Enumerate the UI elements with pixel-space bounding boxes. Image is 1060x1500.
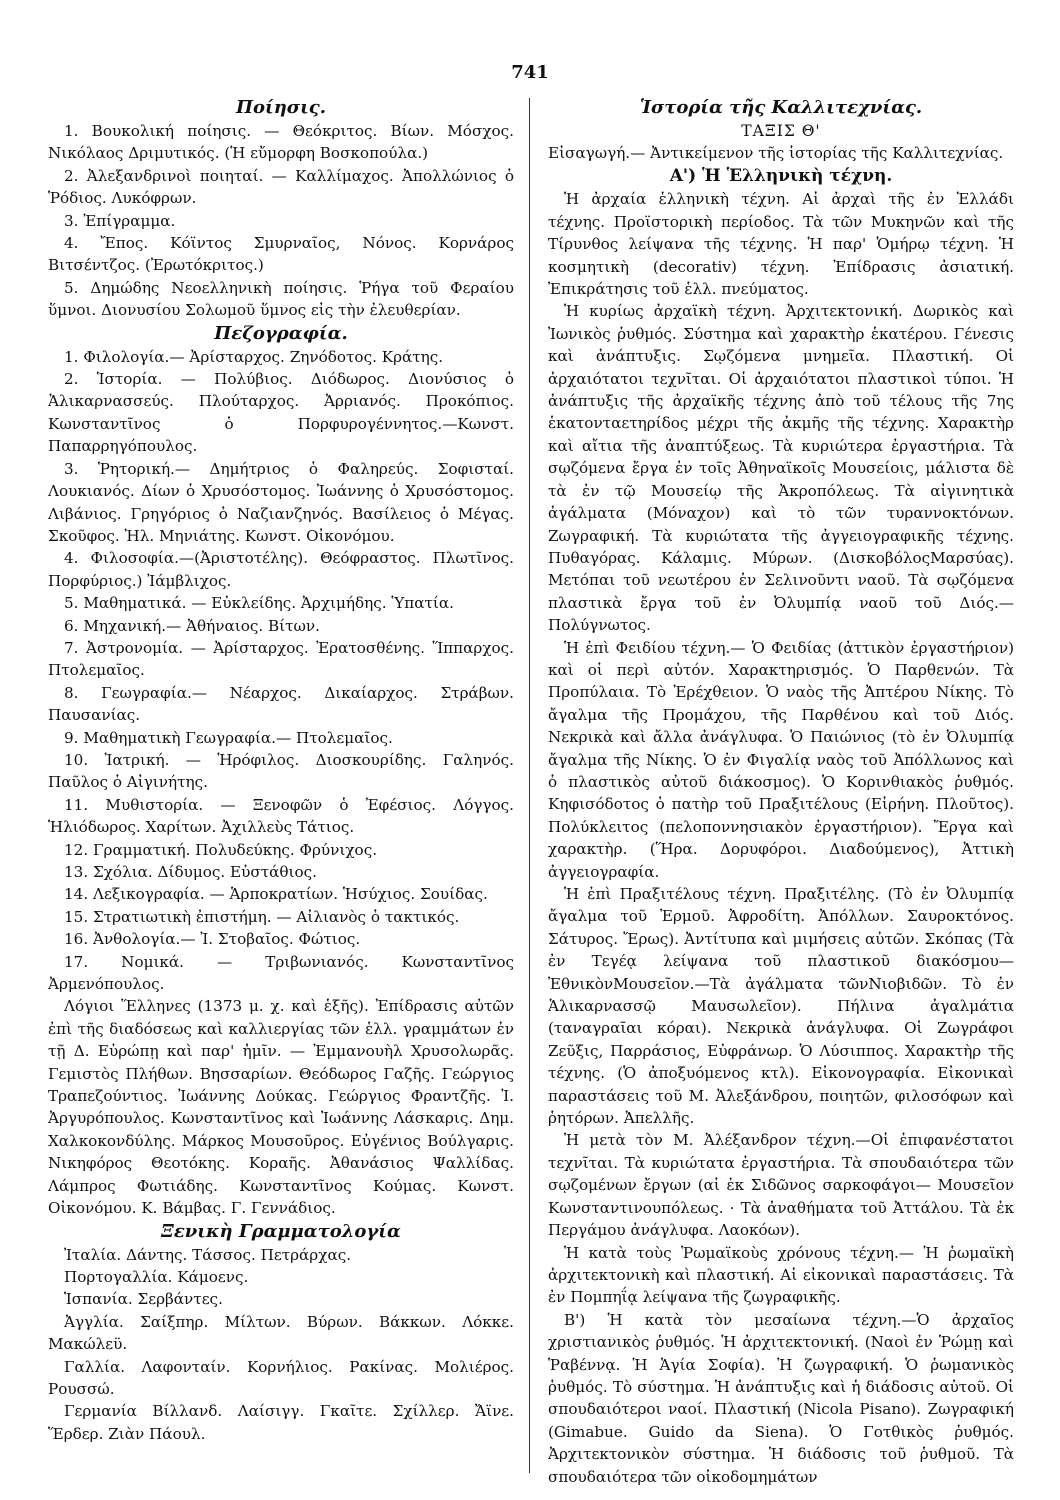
paragraph: 6. Μηχανική.— Ἀθήναιος. Βίτων. (64, 616, 320, 635)
section-heading: Ἱστορία τῆς Καλλιτεχνίας. (639, 97, 923, 118)
paragraph: 5. Δημώδης Νεοελληνικὴ ποίησις. Ῥήγα τοῦ Φεραίου ὕμνοι. Διονυσίου Σολωμοῦ ὕμνος εἰς τὴν ἐλευθερίαν. (48, 278, 514, 320)
paragraph: Ἡ ἐπὶ Πραξιτέλους τέχνη. Πραξιτέλης. (Τὸ ἐν Ὀλυμπίᾳ ἄγαλμα τοῦ Ἑρμοῦ. Ἀφροδίτη. Ἀπόλλων. Σαυροκτόνος. Σάτυρος. Ἔρως). Ἀντίτυπα καὶ μιμήσεις αὐτῶν. Σκόπας (Τὰ ἐν Τεγέᾳ λείψανα τοῦ πλαστικοῦ διακόσμου—ἘθνικὸνΜουσεῖον.—Τὰ ἀγάλματα τῶνΝιοβιδῶν. Τὸ ἐν Ἁλικαρνασσῷ Μαυσωλεῖον). Πήλινα ἀγαλμάτια (ταναγραῖαι κόραι). Νεκρικὰ ἀνάγλυφα. Οἱ Ζωγράφοι Ζεῦξις, Παρράσιος, Εὐφράνωρ. Ὁ Λύσιππος. Χαρακτὴρ τῆς τέχνης. (Ὁ ἀποξυόμενος κτλ). Εἰκονογραφία. Εἰκονικαὶ παραστάσεις τοῦ Μ. Ἀλεξάνδρου, ποιητῶν, φιλοσόφων καὶ ῥητόρων. Ἀπελλῆς. (548, 885, 1014, 1128)
intro-paragraph: Εἰσαγωγή.— Ἀντικείμενον τῆς ἱστορίας τῆς Καλλιτεχνίας. (548, 144, 1004, 162)
paragraph: 17. Νομικά. — Τριβωνιανός. Κωνσταντῖνος Ἀρμενόπουλος. (48, 952, 514, 994)
paragraph: 11. Μυθιστορία. — Ξενοφῶν ὁ Ἐφέσιος. Λόγγος. Ἡλιόδωρος. Χαρίτων. Ἀχιλλεὺς Τάτιος. (48, 795, 514, 837)
page-number: 741 (511, 62, 549, 83)
paragraph: 7. Ἀστρονομία. — Ἀρίσταρχος. Ἐρατοσθένης. Ἵππαρχος. Πτολεμαῖος. (48, 638, 514, 680)
left-column (48, 96, 514, 1445)
subsection-heading: Α') Ἡ Ἑλληνικὴ τέχνη. (669, 166, 893, 187)
paragraph: Πορτογαλλία. Κάμοενς. (64, 1267, 249, 1286)
paragraph: 2. Ἀλεξανδρινοὶ ποιηταί. — Καλλίμαχος. Ἀπολλώνιος ὁ Ῥόδιος. Λυκόφρων. (48, 166, 514, 208)
paragraph: Γαλλία. Λαφονταίν. Κορνήλιος. Ρακίνας. Μολιέρος. Ρουσσώ. (48, 1357, 514, 1398)
section-heading: Ποίησις. (235, 97, 327, 118)
paragraph: 2. Ἱστορία. — Πολύβιος. Διόδωρος. Διονύσιος ὁ Ἁλικαρνασσεύς. Πλούταρχος. Ἀρριανός. Προκόπιος. Κωνσταντῖνος ὁ Πορφυρογέννητος.—Κωνστ. Παπαρρηγόπουλος. (48, 370, 514, 456)
paragraph: 4. Ἔπος. Κόϊντος Σμυρναῖος, Νόνος. Κορνάρος Βιτσέντζος. (Ἐρωτόκριτος.) (48, 234, 514, 275)
section-heading: Ξενικὴ Γραμματολογία (161, 1220, 401, 1242)
section-heading: Πεζογραφία. (214, 322, 348, 344)
paragraph: Ἡ μετὰ τὸν Μ. Ἀλέξανδρον τέχνη.—Οἱ ἐπιφανέστατοι τεχνῖται. Τὰ κυριώτατα ἐργαστήρια. Τὰ σπουδαιότερα τῶν σῳζομένων ἔργων (αἱ ἐκ Σιδῶνος σαρκοφάγοι— Μουσεῖον Κωνσταντινουπόλεως. · Τὰ ἀναθήματα τοῦ Ἀττάλου. Τὰ ἐκ Περγάμου ἀνάγλυφα. Λαοκόων). (548, 1131, 1014, 1240)
paragraph: 5. Μαθηματικά. — Εὐκλείδης. Ἀρχιμήδης. Ὑπατία. (64, 594, 454, 613)
class-heading: ΤΑΞΙΣ Θ' (741, 122, 821, 140)
paragraph: Ἀγγλία. Σαίξπηρ. Μίλτων. Βύρων. Βάκκων. Λόκκε. Μακώλεϋ. (48, 1312, 514, 1354)
paragraph: 3. Ἐπίγραμμα. (64, 211, 176, 230)
paragraph: Γερμανία Βίλλανδ. Λαίσιγγ. Γκαῖτε. Σχίλλερ. Ἄϊνε. Ἕρδερ. Ζιὰν Πάουλ. (48, 1402, 514, 1443)
right-column (548, 96, 1014, 1488)
paragraph: Ἡ κυρίως ἀρχαϊκὴ τέχνη. Ἀρχιτεκτονική. Δωρικὸς καὶ Ἰωνικὸς ῥυθμός. Σύστημα καὶ χαρακτὴρ ἑκατέρου. Γένεσις καὶ ἀνάπτυξις. Σῳζόμενα μνημεῖα. Πλαστική. Οἱ ἀρχαιότατοι τεχνῖται. Οἱ ἀρχαιότατοι πλαστικοὶ τύποι. Ἡ ἀνάπτυξις τῆς ἀρχαϊκῆς τέχνης ἀπὸ τοῦ τέλους τῆς 7ης ἑκατονταετηρίδος μέχρι τῆς ἀκμῆς τῆς τέχνης. Χαρακτὴρ καὶ αἴτια τῆς ἀναπτύξεως. Τὰ κυριώτερα ἐργαστήρια. Τὰ σῳζόμενα ἔργα ἐν τοῖς Ἀθηναϊκοῖς Μουσείοις, μάλιστα δὲ τὰ ἐν τῷ Μουσείῳ τῆς Ἀκροπόλεως. Τὰ αἰγινητικὰ ἀγάλματα (Μόναχον) καὶ τὸ τῶν τυραννοκτόνων. Ζωγραφική. Τὰ κυριώτατα τῆς ἀγγειογραφικῆς τέχνης. Πυθαγόρας. Κάλαμις. Μύρων. (ΔισκοβόλοςΜαρσύας). Μετόπαι τοῦ νεωτέρου ἐν Σελινοῦντι ναοῦ. Τὰ σῳζόμενα πλαστικὰ ἔργα τοῦ ἐν Ὀλυμπίᾳ ναοῦ τοῦ Διός.—Πολύγνωτος. (548, 302, 1014, 635)
paragraph: 1. Βουκολική ποίησις. — Θεόκριτος. Βίων. Μόσχος. Νικόλαος Δριμυτικός. (Ἡ εὔμορφη Βοσκοπούλα.) (48, 122, 514, 163)
paragraph: Λόγιοι Ἕλληνες (1373 μ. χ. καὶ ἑξῆς). Ἐπίδρασις αὐτῶν ἐπὶ τῆς διαδόσεως καὶ καλλιεργίας τῶν ἑλλ. γραμμάτων ἐν τῇ Δ. Εὐρώπῃ καὶ παρ' ἡμῖν. — Ἐμμανουὴλ Χρυσολωρᾶς. Γεμιστὸς Πλήθων. Βησσαρίων. Θεόδωρος Γαζῆς. Γεώργιος Τραπεζούντιος. Ἰωάννης Δούκας. Γεώργιος Φραντζῆς. Ἰ. Ἀργυρόπουλος. Κωνσταντῖνος καὶ Ἰωάννης Λάσκαρις. Δημ. Χαλκοκονδύλης. Μάρκος Μουσοῦρος. Εὐγένιος Βούλγαρις. Νικηφόρος Θεοτόκης. Κοραῆς. Ἀθανάσιος Ψαλλίδας. Λάμπρος Φωτιάδης. Κωνσταντῖνος Κούμας. Κωνστ. Οἰκονόμου. Κ. Βάμβας. Γ. Γεννάδιος. (48, 997, 514, 1218)
paragraph: 4. Φιλοσοφία.—(Ἀριστοτέλης). Θεόφραστος. Πλωτῖνος. Πορφύριος.) Ἰάμβλιχος. (48, 549, 514, 590)
paragraph: 15. Στρατιωτικὴ ἐπιστήμη. — Αἰλιανὸς ὁ τακτικός. (64, 907, 460, 926)
paragraph: Ἰταλία. Δάντης. Τάσσος. Πετράρχας. (64, 1245, 352, 1264)
paragraph: Ἡ κατὰ τοὺς Ῥωμαϊκοὺς χρόνους τέχνη.— Ἡ ῥωμαϊκὴ ἀρχιτεκτονικὴ καὶ πλαστική. Αἱ εἰκονικαὶ παραστάσεις. Τὰ ἐν Πομπηΐᾳ λείψανα τῆς ζωγραφικῆς. (548, 1243, 1014, 1307)
paragraph: 9. Μαθηματικὴ Γεωγραφία.— Πτολεμαῖος. (64, 728, 393, 747)
paragraph: Ἡ ἀρχαία ἑλληνικὴ τέχνη. Αἱ ἀρχαὶ τῆς ἐν Ἑλλάδι τέχνης. Προϊστορικὴ περίοδος. Τὰ τῶν Μυκηνῶν καὶ τῆς Τίρυνθος λείψανα τῆς τέχνης. Ἡ παρ' Ὁμήρῳ τέχνη. Ἡ κοσμητικὴ (decorativ) τέχνη. Ἐπίδρασις ἀσιατική. Ἐπικράτησις τοῦ ἑλλ. πνεύματος. (548, 190, 1014, 299)
paragraph: Ἡ ἐπὶ Φειδίου τέχνη.— Ὁ Φειδίας (ἀττικὸν ἐργαστήριον) καὶ οἱ περὶ αὐτόν. Χαρακτηρισμός. Ὁ Παρθενών. Τὰ Προπύλαια. Τὸ Ἐρέχθειον. Ὁ ναὸς τῆς Ἀπτέρου Νίκης. Τὸ ἄγαλμα τῆς Προμάχου, τῆς Παρθένου καὶ τοῦ Διός. Νεκρικὰ καὶ ἄλλα ἀνάγλυφα. Ὁ Παιώνιος (τὸ ἐν Ὀλυμπίᾳ ἄγαλμα τῆς Νίκης. Ὁ ἐν Φιγαλίᾳ ναὸς τοῦ Ἀπόλλωνος καὶ ὁ πλαστικὸς αὐτοῦ διάκοσμος). Ὁ Κορινθιακὸς ῥυθμός. Κηφισόδοτος ὁ πατὴρ τοῦ Πραξιτέλους (Εἰρήνη. Πλοῦτος). Πολύκλειτος (πελοποννησιακὸν ἐργαστήριον). Ἔργα καὶ χαρακτὴρ. (Ἥρα. Δορυφόροι. Διαδούμενος), Ἀττικὴ ἀγγειογραφία. (548, 638, 1014, 881)
paragraph: 16. Ἀνθολογία.— Ἰ. Στοβαῖος. Φώτιος. (64, 930, 361, 949)
paragraph: 8. Γεωγραφία.— Νέαρχος. Δικαίαρχος. Στράβων. Παυσανίας. (48, 683, 514, 725)
paragraph: 1. Φιλολογία.— Ἀρίσταρχος. Ζηνόδοτος. Κράτης. (64, 347, 444, 366)
paragraph: Ἱσπανία. Σερβάντες. (64, 1290, 223, 1309)
paragraph: Β') Ἡ κατὰ τὸν μεσαίωνα τέχνη.—Ὁ ἀρχαῖος χριστιανικὸς ῥυθμός. Ἡ ἀρχιτεκτονική. (Ναοὶ ἐν Ῥώμῃ καὶ Ῥαβέννᾳ. Ἡ Ἁγία Σοφία). Ἡ ζωγραφική. Ὁ ῥωμανικὸς ῥυθμός. Τὸ σύστημα. Ἡ ἀνάπτυξις καὶ ἡ διάδοσις αὐτοῦ. Οἱ σπουδαιότεροι ναοί. Πλαστική (Nicola Pisano). Ζωγραφική (Gimabue. Guido da Siena). Ὁ Γοτθικὸς ῥυθμός. Ἀρχιτεκτονικὸν σύστημα. Ἡ διάδοσις τοῦ ῥυθμοῦ. Τὰ σπουδαιότερα τῶν οἰκοδομημάτων (548, 1310, 1014, 1486)
paragraph: 3. Ῥητορική.— Δημήτριος ὁ Φαληρεύς. Σοφισταί. Λουκιανός. Δίων ὁ Χρυσόστομος. Ἰωάννης ὁ Χρυσόστομος. Λιβάνιος. Γρηγόριος ὁ Ναζιανζηνός. Βασίλειος ὁ Μέγας. Σκοῦφος. Ἠλ. Μηνιάτης. Κωνστ. Οἰκονόμου. (48, 459, 514, 545)
paragraph: 14. Λεξικογραφία. — Ἁρποκρατίων. Ἡσύχιος. Σουίδας. (64, 885, 488, 904)
paragraph: 13. Σχόλια. Δίδυμος. Εὐστάθιος. (64, 863, 317, 881)
column-divider (529, 98, 530, 1473)
paragraph: 10. Ἰατρική. — Ἡρόφιλος. Διοσκουρίδης. Γαληνός. Παῦλος ὁ Αἰγινήτης. (48, 750, 514, 792)
paragraph: 12. Γραμματική. Πολυδεύκης. Φρύνιχος. (64, 840, 378, 859)
